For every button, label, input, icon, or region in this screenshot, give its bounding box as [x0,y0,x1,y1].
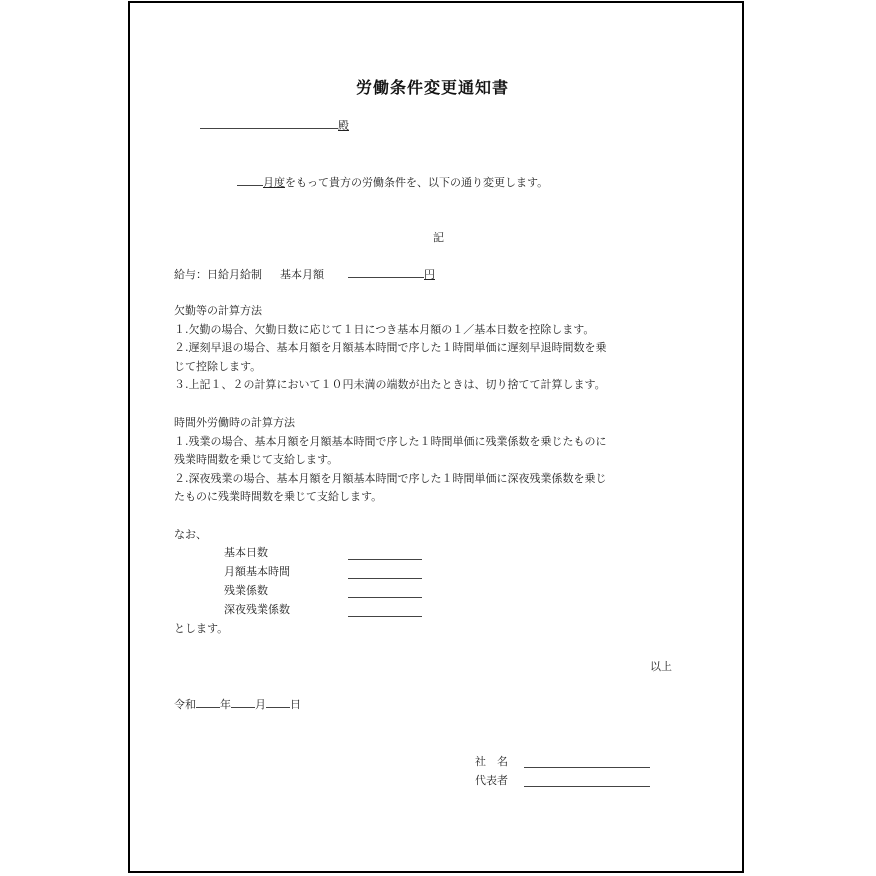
notes-item-label: 深夜残業係数 [224,603,290,616]
date-day-label: 日 [290,698,301,711]
intro-text: をもって貴方の労働条件を、以下の通り変更します。 [285,176,549,189]
overtime-item: １.残業の場合、基本月額を月額基本時間で序した１時間単価に残業係数を乗じたものに [174,434,607,448]
notes-item-label: 基本日数 [224,546,268,559]
document-page [128,1,744,873]
notes-item-blank [348,616,422,617]
salary-blank [348,265,424,278]
overtime-section [174,414,607,507]
notes-item-blank [348,597,422,598]
addressee-line [200,116,349,136]
addressee-blank [200,116,338,129]
notes-item-blank [348,559,422,560]
company-label: 社 名 [475,755,508,768]
addressee-suffix: 殿 [338,119,349,132]
absence-item: ３.上記１、２の計算において１０円未満の端数が出たときは、切り捨てて計算します。 [174,378,606,391]
absence-item: １.欠勤の場合、欠勤日数に応じて１日につき基本月額の１／基本日数を控除します。 [174,322,595,336]
salary-unit: 円 [424,268,435,281]
overtime-item: たものに残業時間数を乗じて支給します。 [174,490,383,503]
date-day-blank [266,695,290,708]
intro-line [237,173,548,193]
absence-item: じて控除します。 [174,359,262,373]
salary-base-label: 基本月額 [280,268,324,281]
notes-outro: とします。 [174,622,229,635]
date-month-blank [231,695,255,708]
company-blank [524,767,650,768]
notes-item-label: 残業係数 [224,584,268,597]
salary-line [174,265,435,285]
absence-section [174,302,607,395]
date-year-blank [196,695,220,708]
overtime-item: 残業時間数を乗じて支給します。 [174,453,339,466]
representative-blank [524,786,650,787]
representative-label: 代表者 [475,774,508,787]
salary-label: 給与：日給月給制 [174,268,262,281]
intro-month-suffix: 月度 [263,176,285,189]
date-month-label: 月 [255,698,266,711]
ki-mark: 記 [433,231,444,244]
closing-mark: 以上 [650,660,672,673]
date-line [174,695,301,715]
notes-item-blank [348,578,422,579]
overtime-item: ２.深夜残業の場合、基本月額を月額基本時間で序した１時間単価に深夜残業係数を乗じ [174,471,607,485]
date-era: 令和 [174,698,196,711]
overtime-heading: 時間外労働時の計算方法 [174,416,295,429]
document-title: 労働条件変更通知書 [356,78,510,97]
date-year-label: 年 [220,698,231,711]
absence-heading: 欠勤等の計算方法 [174,304,262,317]
month-blank [237,173,263,186]
notes-intro: なお、 [174,528,207,541]
notes-item-label: 月額基本時間 [224,565,290,578]
absence-item: ２.遅刻早退の場合、基本月額を月額基本時間で序した１時間単価に遅刻早退時間数を乗 [174,341,607,354]
